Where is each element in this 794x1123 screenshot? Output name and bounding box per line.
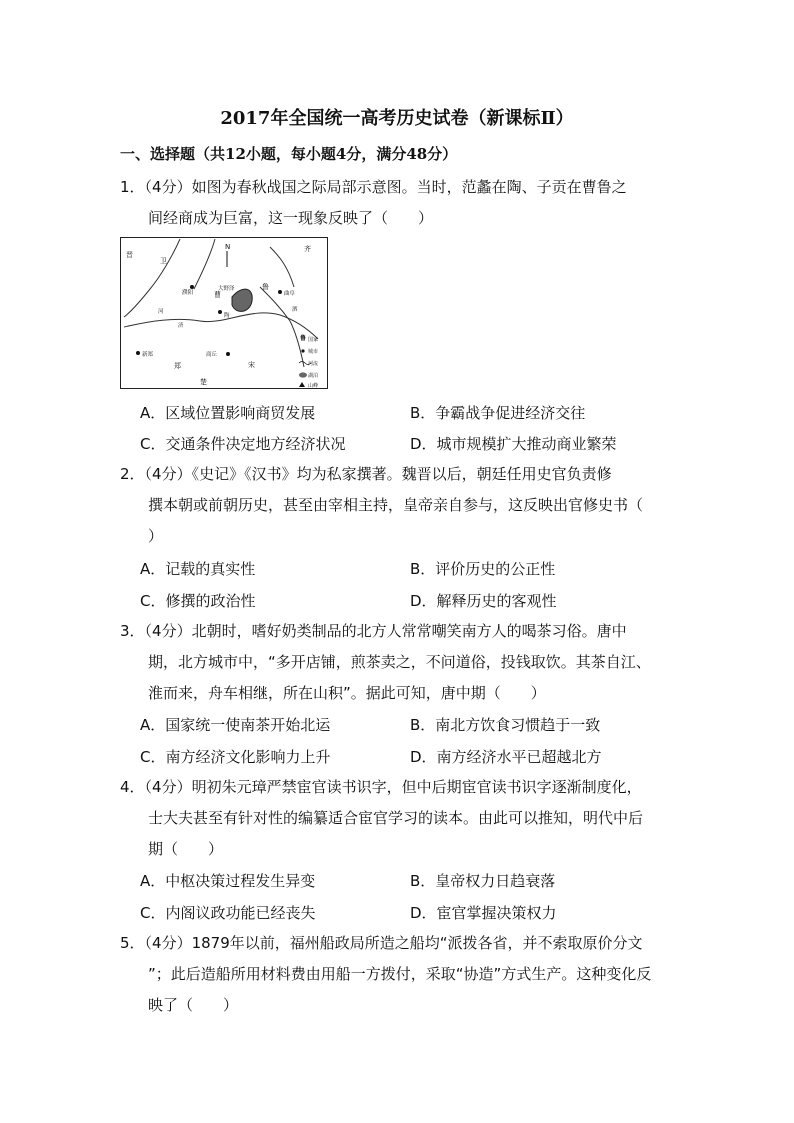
legend-city: 城市 [308, 349, 319, 355]
label-qufu: 曲阜 [284, 291, 296, 297]
q1-option-a: A．区域位置影响商贸发展 [140, 404, 316, 422]
north-arrow-label: N [225, 243, 231, 251]
q3-option-a: A．国家统一使南茶开始北运 [140, 716, 331, 734]
label-dayeze: 大野泽 [218, 286, 235, 292]
question-1 [120, 172, 676, 234]
label-jin: 晋 [126, 251, 133, 259]
label-lu: 鲁 [262, 283, 269, 291]
question-5-line-2: ”；此后造船所用材料费由用船一方拨付，采取“协造”方式生产。这种变化反 [148, 965, 652, 983]
q4-option-b: B．皇帝权力日趋衰落 [410, 872, 556, 890]
label-chu: 楚 [200, 378, 207, 386]
label-wei: 卫 [160, 257, 167, 265]
q4-option-c: C．内阁议政功能已经丧失 [140, 904, 316, 922]
question-5-line-3: 映了（ ） [148, 996, 239, 1014]
question-5-line-1: 5．（4分）1879年以前，福州船政局所造之船均“派拨各省，并不索取原价分文 [120, 934, 643, 952]
q1-option-d: D．城市规模扩大推动商业繁荣 [410, 435, 617, 453]
question-3-line-2: 期，北方城市中，“多开店铺，煎茶卖之，不问道俗，投钱取饮。其茶自江、 [148, 653, 651, 671]
label-xinzheng: 新郑 [142, 352, 154, 358]
city-puyang-dot [190, 285, 194, 289]
question-4-line-3: 期（ ） [148, 840, 224, 858]
q2-option-a: A．记载的真实性 [140, 560, 256, 578]
q1-option-b: B．争霸战争促进经济交往 [410, 404, 586, 422]
question-4 [120, 772, 676, 865]
label-cao: 曹 [214, 291, 221, 299]
label-puyang: 濮阳 [182, 290, 194, 296]
legend-state: 国家 [308, 337, 319, 343]
label-he: 河 [158, 309, 164, 315]
q2-option-b: B．评价历史的公正性 [410, 560, 556, 578]
question-1-line-1: 1．（4分）如图为春秋战国之际局部示意图。当时，范蠡在陶、子贡在曹鲁之 [120, 178, 627, 196]
question-3 [120, 616, 676, 709]
question-4-line-1: 4．（4分）明初朱元璋严禁宦官读书识字，但中后期宦官读书识字逐渐制度化， [120, 778, 642, 796]
question-1-line-2: 间经商成为巨富，这一现象反映了（ ） [148, 209, 434, 227]
label-ji: 济 [178, 323, 184, 329]
label-shangqiu: 商丘 [206, 352, 218, 358]
q2-option-d: D．解释历史的客观性 [410, 592, 557, 610]
label-zheng: 郑 [174, 362, 181, 370]
q1-option-c: C．交通条件决定地方经济状况 [140, 435, 346, 453]
q3-option-d: D．南方经济水平已超越北方 [410, 748, 602, 766]
legend-lake: 湖泊 [308, 373, 319, 379]
label-si: 泗 [292, 307, 298, 313]
legend-river: 河流 [308, 361, 319, 367]
label-qi: 齐 [304, 245, 311, 253]
exam-title: 2017年全国统一高考历史试卷（新课标Ⅱ） [220, 108, 574, 129]
question-2-line-1: 2．（4分）《史记》《汉书》均为私家撰著。魏晋以后，朝廷任用史官负责修 [120, 465, 612, 483]
question-4-line-2: 士大夫甚至有针对性的编纂适合宦官学习的读本。由此可以推知，明代中后 [148, 809, 644, 827]
question-3-line-1: 3．（4分）北朝时，嗜好奶类制品的北方人常常嘲笑南方人的喝茶习俗。唐中 [120, 622, 627, 640]
q4-option-d: D．宦官掌握决策权力 [410, 904, 557, 922]
svg-text:鲁: 鲁 [300, 335, 307, 342]
q4-option-a: A．中枢决策过程发生异变 [140, 872, 316, 890]
legend-peak: 山峰 [308, 383, 319, 389]
question-3-line-3: 淮而来，舟车相继，所在山积”。据此可知，唐中期（ ） [148, 684, 546, 702]
city-xinzheng-dot [136, 351, 140, 355]
map-svg [120, 237, 328, 389]
question-2 [120, 459, 676, 552]
city-tao-dot [218, 310, 222, 314]
city-qufu-dot [278, 290, 282, 294]
q3-option-c: C．南方经济文化影响力上升 [140, 748, 331, 766]
q3-option-b: B．南北方饮食习惯趋于一致 [410, 716, 601, 734]
question-5 [120, 928, 676, 1021]
question-2-line-3: ） [148, 527, 164, 545]
spring-autumn-map [120, 237, 328, 389]
q2-option-c: C．修撰的政治性 [140, 592, 256, 610]
question-2-line-2: 撰本朝或前朝历史，甚至由宰相主持，皇帝亲自参与，这反映出官修史书（ [148, 496, 644, 514]
label-tao: 陶 [224, 313, 230, 319]
city-shangqiu-dot [226, 352, 230, 356]
section-heading: 一、选择题（共12小题，每小题4分，满分48分） [120, 145, 458, 163]
label-song: 宋 [248, 361, 255, 369]
